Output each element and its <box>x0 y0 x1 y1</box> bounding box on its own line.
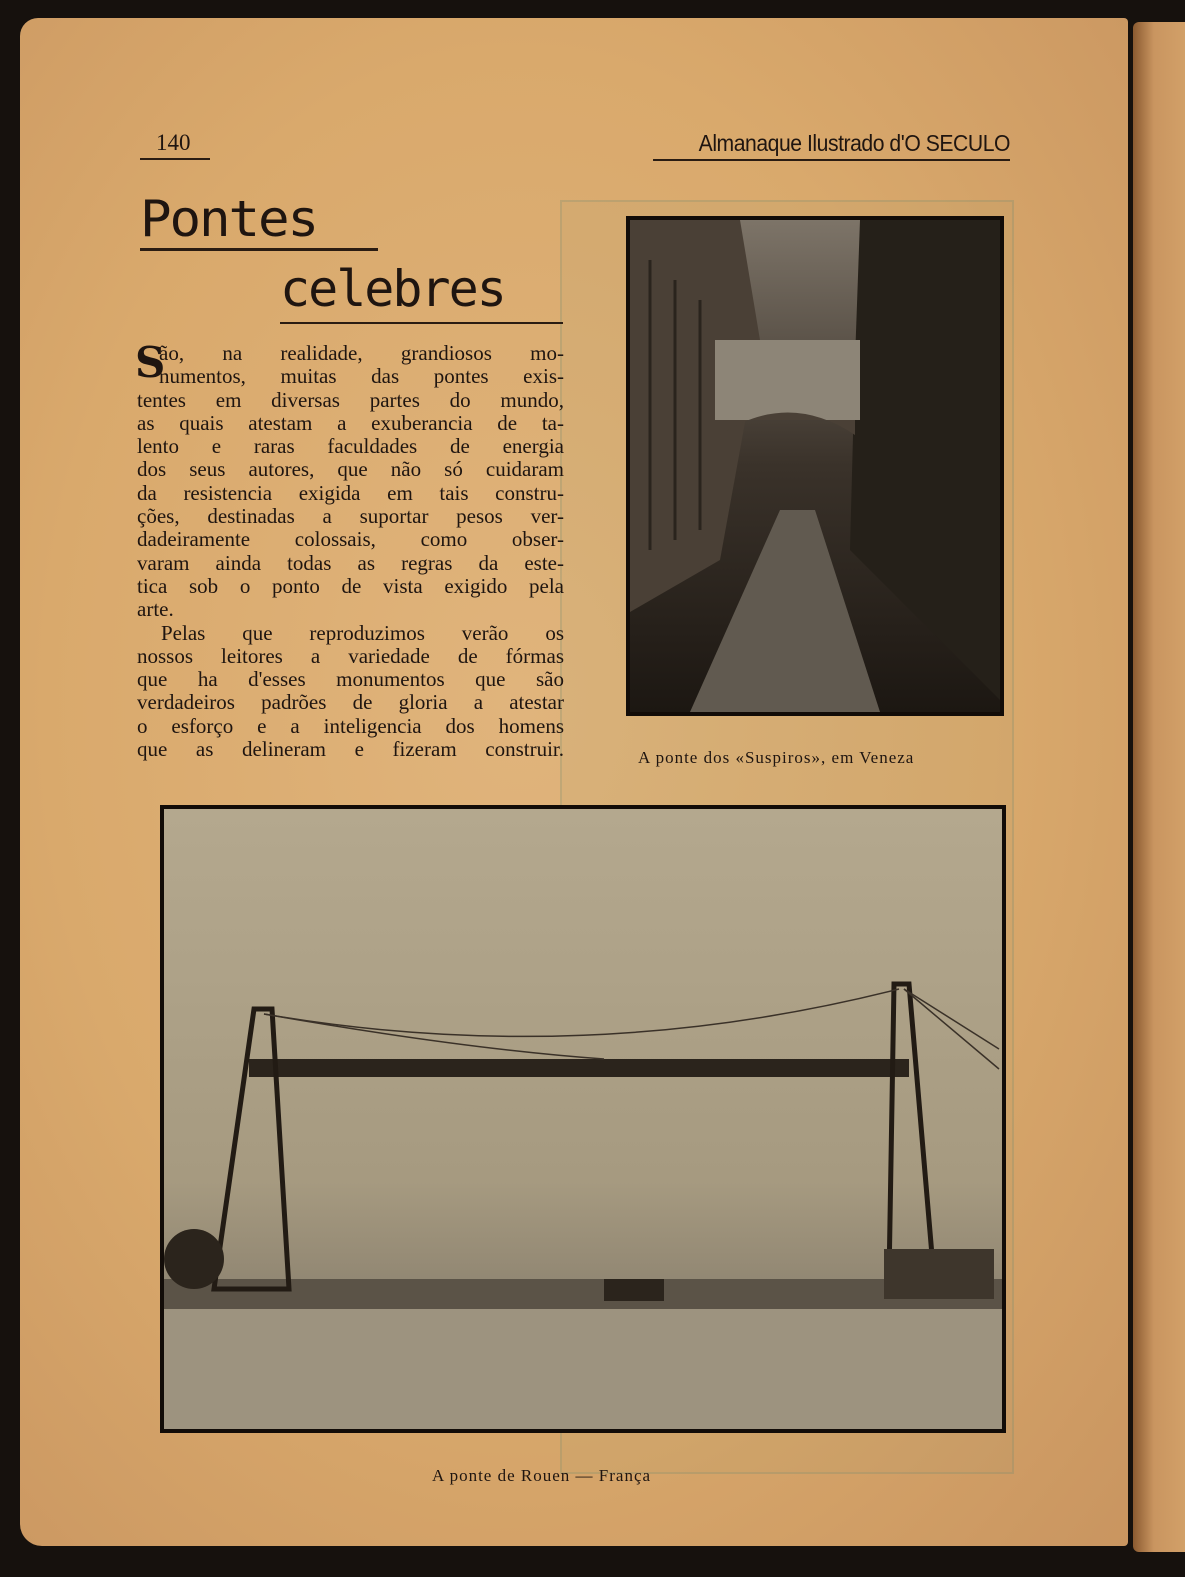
text-line: tentes em diversas partes do mundo, <box>137 387 564 412</box>
text-line: ções, destinadas a suportar pesos ver- <box>137 504 564 529</box>
text-line: que as delineram e fizeram construir. <box>137 737 564 762</box>
running-title: Almanaque Ilustrado d'O SECULO <box>653 130 1010 161</box>
article-title-line1: Pontes <box>140 190 318 248</box>
text-line: que ha d'esses monumentos que são <box>137 667 564 692</box>
text-line: ão, na realidade, grandiosos mo- <box>159 341 564 365</box>
title-rule <box>280 322 563 324</box>
text-line: da resistencia exigida em tais constru- <box>137 480 564 505</box>
facing-page-edge <box>1133 22 1185 1552</box>
text-line: dadeiramente colossais, como obser- <box>137 527 564 552</box>
text-line: dos seus autores, que não só cuidaram <box>137 457 564 482</box>
text-line: as quais atestam a exuberancia de ta- <box>137 410 564 435</box>
text-line: verdadeiros padrões de gloria a atestar <box>137 690 564 715</box>
text-line: numentos, muitas das pontes exis- <box>159 364 564 389</box>
title-rule <box>140 248 378 251</box>
photo-rouen-bridge <box>160 805 1006 1433</box>
drop-cap: S <box>135 338 166 387</box>
text-line: lento e raras faculdades de energia <box>137 434 564 459</box>
text-line: nossos leitores a variedade de fórmas <box>137 643 564 668</box>
photo-caption: A ponte dos «Suspiros», em Veneza <box>638 748 915 767</box>
text-line: tica sob o ponto de vista exigido pela <box>137 573 564 598</box>
page-number: 140 <box>140 130 210 160</box>
text-line: arte. <box>137 597 174 622</box>
article-title-line2: celebres <box>280 260 505 318</box>
text-line: varam ainda todas as regras da este- <box>137 550 564 575</box>
text-line: o esforço e a inteligencia dos homens <box>137 713 564 738</box>
text-line: Pelas que reproduzimos verão os <box>161 620 564 645</box>
photo-bridge-of-sighs <box>626 216 1004 716</box>
photo-caption: A ponte de Rouen — França <box>432 1466 652 1485</box>
article-body <box>135 338 564 762</box>
